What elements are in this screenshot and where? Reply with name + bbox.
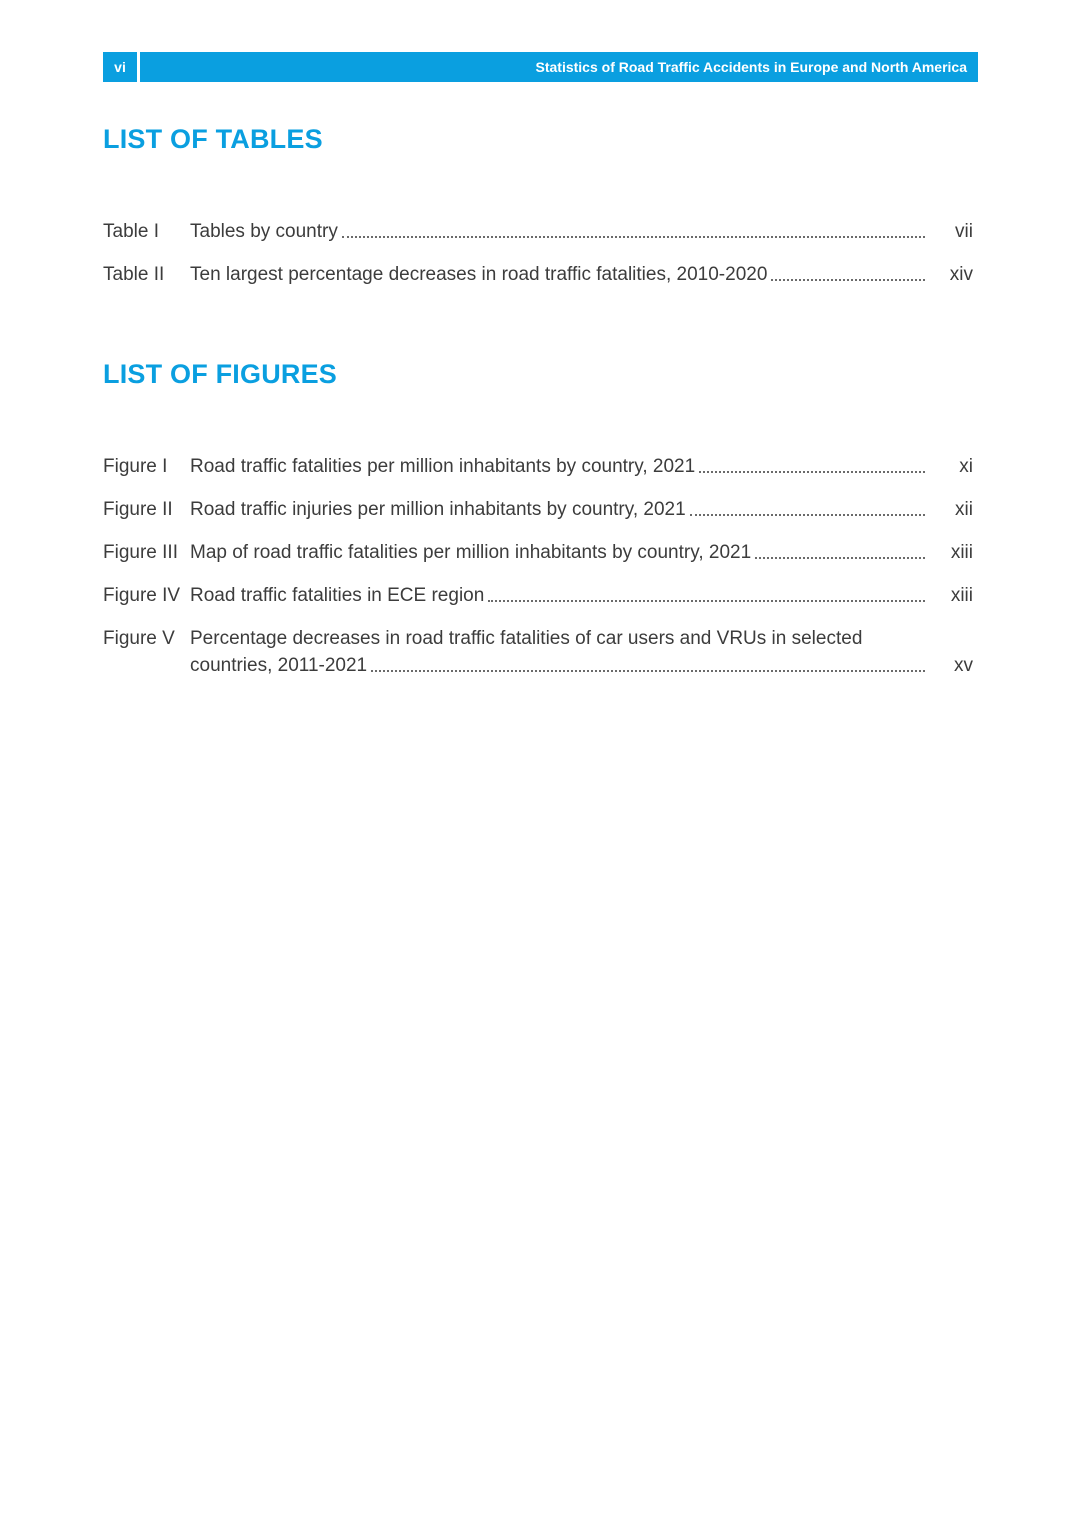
dot-leader (755, 557, 925, 559)
toc-entry-title: Road traffic fatalities in ECE region (190, 585, 485, 606)
toc-entry-label: Table II (103, 264, 165, 285)
toc-entry-title: Road traffic fatalities per million inhabitants by country, 2021 (190, 456, 696, 477)
toc-entry-label: Figure III (103, 542, 178, 563)
toc-entry-figure-4[interactable] (103, 582, 973, 609)
toc-entry-title: Ten largest percentage decreases in road traffic fatalities, 2010-2020 (190, 264, 768, 285)
toc-entry-title: Tables by country (190, 221, 338, 242)
list-of-figures-heading: LIST OF FIGURES (103, 359, 338, 389)
toc-entry-table-1[interactable] (103, 218, 973, 245)
toc-entry-line (190, 625, 925, 652)
toc-entry-title: Map of road traffic fatalities per million inhabitants by country, 2021 (190, 542, 752, 563)
toc-entry-label: Figure II (103, 499, 173, 520)
toc-entry-body (190, 496, 925, 523)
toc-entry-label: Figure IV (103, 585, 181, 606)
dot-leader (371, 670, 925, 672)
toc-entry-page: xiii (950, 585, 973, 606)
toc-entry-page: vii (955, 221, 973, 242)
list-of-tables-heading: LIST OF TABLES (103, 124, 323, 154)
toc-entry-label: Table I (103, 221, 159, 242)
dot-leader (488, 600, 925, 602)
page-number: vi (103, 52, 137, 82)
toc-entry-body (190, 625, 925, 679)
tables-list (103, 218, 973, 304)
running-header (103, 52, 978, 82)
toc-entry-body (190, 218, 925, 245)
dot-leader (342, 236, 925, 238)
toc-entry-line (190, 496, 925, 523)
toc-entry-label: Figure V (103, 628, 175, 649)
toc-entry-page: xi (959, 456, 973, 477)
toc-entry-page: xiii (950, 542, 973, 563)
toc-entry-line (190, 582, 925, 609)
toc-entry-line (190, 453, 925, 480)
toc-entry-page: xii (955, 499, 973, 520)
toc-entry-body (190, 261, 925, 288)
toc-entry-figure-5[interactable] (103, 625, 973, 679)
toc-entry-title: Road traffic injuries per million inhabitants by country, 2021 (190, 499, 686, 520)
toc-entry-title-line-2: countries, 2011-2021 (190, 655, 368, 676)
toc-entry-title-line-1: Percentage decreases in road traffic fatalities of car users and VRUs in selected (190, 628, 863, 649)
toc-entry-body (190, 539, 925, 566)
toc-entry-figure-3[interactable] (103, 539, 973, 566)
toc-entry-line (190, 539, 925, 566)
toc-entry-table-2[interactable] (103, 261, 973, 288)
dot-leader (771, 279, 925, 281)
toc-entry-body (190, 582, 925, 609)
toc-entry-line (190, 652, 925, 679)
toc-entry-body (190, 453, 925, 480)
toc-entry-line (190, 261, 925, 288)
toc-entry-page: xiv (949, 264, 973, 285)
toc-entry-page: xv (954, 655, 973, 676)
toc-entry-figure-1[interactable] (103, 453, 973, 480)
toc-entry-line (190, 218, 925, 245)
toc-entry-label: Figure I (103, 456, 168, 477)
toc-entry-figure-2[interactable] (103, 496, 973, 523)
dot-leader (699, 471, 925, 473)
running-title: Statistics of Road Traffic Accidents in Europe and North America (140, 52, 978, 82)
figures-list (103, 453, 973, 695)
dot-leader (690, 514, 925, 516)
